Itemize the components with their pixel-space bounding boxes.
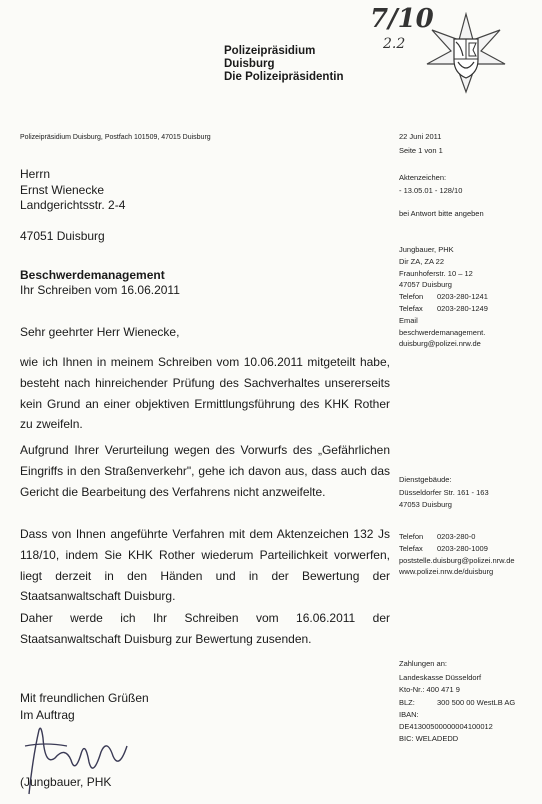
central-phone: Telefon 0203-280-0 bbox=[399, 532, 476, 541]
sidebar-payment-block bbox=[399, 658, 515, 745]
coat-of-arms-icon bbox=[425, 12, 507, 94]
iban-value: DE41300500000004100012 bbox=[399, 722, 493, 732]
central-fax: Telefax 0203-280-1009 bbox=[399, 543, 488, 553]
letterhead-org: Polizeipräsidium bbox=[224, 45, 316, 57]
contact-email-1: beschwerdemanagement. bbox=[399, 327, 486, 337]
im-auftrag: Im Auftrag bbox=[20, 707, 75, 722]
building-city: 47053 Duisburg bbox=[399, 500, 452, 509]
payment-label: Zahlungen an: bbox=[399, 659, 447, 668]
sidebar-date-block bbox=[399, 131, 443, 156]
recipient-street: Landgerichtsstr. 2-4 bbox=[20, 198, 126, 212]
letter-paragraph: Daher werde ich Ihr Schreiben vom 16.06.2011 der Staatsanwaltschaft Duisburg zur Bewertung zusenden. bbox=[20, 611, 390, 646]
closing-phrase: Mit freundlichen Grüßen bbox=[20, 691, 149, 705]
bic-value: BIC: WELADEDD bbox=[399, 734, 459, 744]
letter-greeting: Sehr geehrter Herr Wienecke, bbox=[20, 325, 180, 339]
letter-paragraph: Dass von Ihnen angeführte Verfahren mit dem Aktenzeichen 132 Js 118/10, indem Sie KHK Rother wiederum Parteilichkeit vorwerfen, liegt derzeit in den Händen und in der Bewertung der Staatsanwaltschaft Duisburg. bbox=[20, 527, 390, 604]
contact-email-label: Email bbox=[399, 315, 418, 325]
contact-name: Jungbauer, PHK bbox=[399, 245, 454, 254]
building-label: Dienstgebäude: bbox=[399, 475, 452, 484]
sender-line: Polizeipräsidium Duisburg, Postfach 101509, 47015 Duisburg bbox=[20, 134, 211, 141]
subject-title: Beschwerdemanagement bbox=[20, 268, 165, 282]
account-number: Kto-Nr.: 400 471 9 bbox=[399, 685, 460, 695]
contact-fax: Telefax 0203-280-1249 bbox=[399, 303, 488, 313]
recipient-address bbox=[20, 167, 125, 244]
recipient-city: 47051 Duisburg bbox=[20, 228, 105, 243]
handwritten-mark-secondary: 2.2 bbox=[383, 36, 406, 52]
contact-street: Fraunhoferstr. 10 – 12 bbox=[399, 268, 473, 278]
subject-block bbox=[20, 268, 180, 298]
website: www.polizei.nrw.de/duisburg bbox=[399, 567, 494, 577]
contact-email-2: duisburg@polizei.nrw.de bbox=[399, 339, 481, 349]
sidebar-building-block bbox=[399, 474, 489, 512]
subject-reference: Ihr Schreiben vom 16.06.2011 bbox=[20, 283, 180, 297]
letterhead-title: Die Polizeipräsidentin bbox=[224, 71, 344, 83]
signature-name: (Jungbauer, PHK bbox=[20, 775, 112, 789]
sidebar-central-contact bbox=[399, 531, 515, 578]
az-label: Aktenzeichen: bbox=[399, 173, 447, 182]
handwritten-mark: 7/10 bbox=[370, 4, 434, 34]
poststelle-email: poststelle.duisburg@polizei.nrw.de bbox=[399, 555, 515, 565]
contact-city: 47057 Duisburg bbox=[399, 280, 452, 290]
page-number: Seite 1 von 1 bbox=[399, 146, 443, 156]
bank-code: BLZ: 300 500 00 WestLB AG bbox=[399, 697, 516, 707]
sidebar-contact-block bbox=[399, 244, 488, 350]
iban-label: IBAN: bbox=[399, 709, 419, 719]
contact-phone: Telefon 0203-280-1241 bbox=[399, 292, 488, 302]
letterhead-city: Duisburg bbox=[224, 58, 275, 70]
letter-date: 22 Juni 2011 bbox=[399, 132, 442, 141]
recipient-salutation: Herrn bbox=[20, 167, 51, 181]
az-value: - 13.05.01 - 128/10 bbox=[399, 186, 463, 196]
antwort-note: bei Antwort bitte angeben bbox=[399, 209, 484, 219]
letter-paragraph: wie ich Ihnen in meinem Schreiben vom 10.06.2011 mitgeteilt habe, besteht nach hinreichender Prüfung des Sachverhaltes unsererseits kein Grund an einer objektiven Ermittlungsführung des KHK Rother zu zweifeln. bbox=[20, 355, 390, 432]
bank-name: Landeskasse Düsseldorf bbox=[399, 673, 482, 683]
sidebar-reference-block bbox=[399, 172, 484, 220]
letter-paragraph: Aufgrund Ihrer Verurteilung wegen des Vorwurfs des „Gefährlichen Eingriffs in den Straßenverkehr", gehe ich davon aus, dass auch das Gericht die Bearbeitung des Verfahrens nicht anzweifelte. bbox=[20, 443, 390, 499]
building-street: Düsseldorfer Str. 161 - 163 bbox=[399, 487, 489, 497]
letterhead bbox=[224, 45, 344, 84]
recipient-name: Ernst Wienecke bbox=[20, 182, 105, 197]
contact-dept: Dir ZA, ZA 22 bbox=[399, 256, 445, 266]
